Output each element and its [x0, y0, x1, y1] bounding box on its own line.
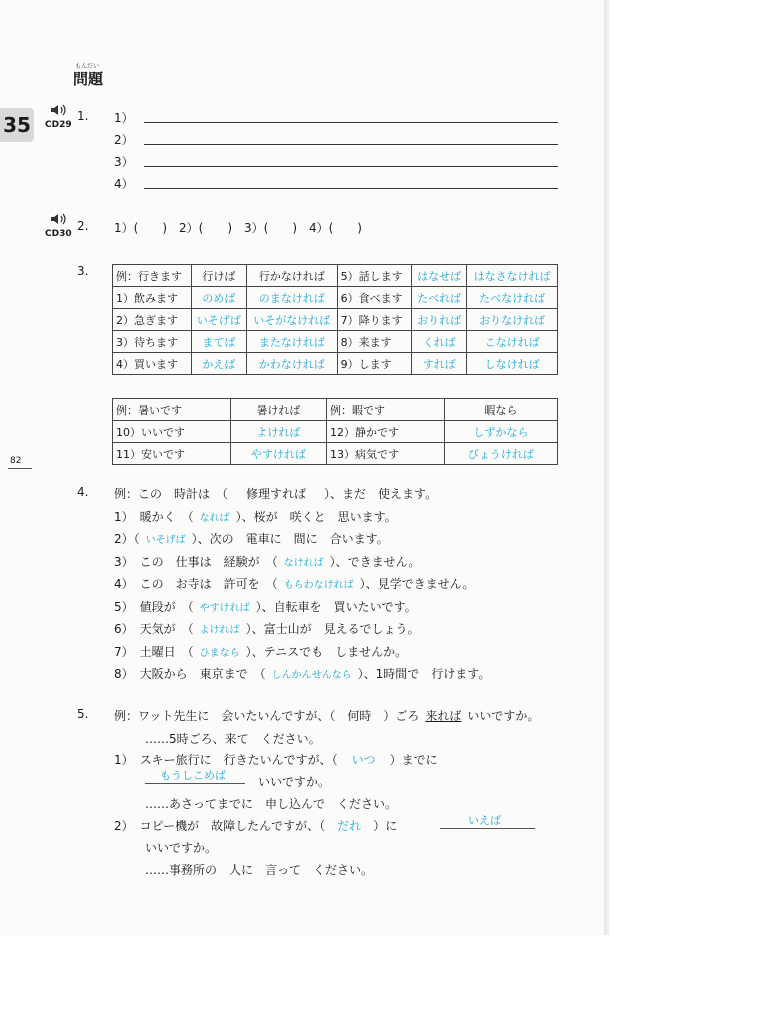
answer-line-label: 4） — [114, 177, 134, 191]
question-number: 3. — [77, 264, 89, 278]
q4-line-tail: ）、桜が 咲くと 思います。 — [235, 509, 397, 524]
table-cell: 7）降ります — [337, 309, 412, 331]
q4-line-answer: よければ — [199, 625, 240, 636]
table-cell: はなさなければ — [467, 265, 558, 287]
table-cell: しずかなら — [444, 421, 557, 443]
q5-item-answer: だれ — [337, 819, 362, 833]
q4-line-text: 例：この 時計は （ — [114, 487, 229, 501]
answer-line — [144, 166, 558, 167]
table-cell: 1）飲みます — [113, 287, 192, 309]
q4-line-tail: ）、自転車を 買いたいです。 — [255, 599, 417, 614]
table-cell: 例：暇です — [326, 399, 444, 421]
q5-item-text: 2） コピー機が 故障したんですが、（ — [114, 819, 326, 833]
table-cell: 9）します — [337, 353, 412, 375]
q4-line-tail: ）、できません。 — [329, 554, 421, 569]
table-cell: やすければ — [230, 443, 326, 465]
q4-line-answer: やすければ — [199, 602, 250, 614]
answer-line-label: 1） — [114, 111, 134, 125]
table-row — [113, 421, 558, 443]
q4-line-answer: いそげば — [145, 535, 186, 546]
q4-line-tail: ）、まだ 使えます。 — [324, 487, 438, 501]
question-number: 1. — [77, 109, 89, 123]
table-cell: しなければ — [467, 353, 558, 375]
table-cell: 4）買います — [113, 353, 192, 375]
table-cell: のめば — [191, 287, 246, 309]
q5-item-reply: ……事務所の 人に 言って ください。 — [145, 863, 374, 877]
q4-line-tail: ）、富士山が 見えるでしょう。 — [245, 622, 420, 636]
page-number-rule — [8, 468, 32, 469]
table-cell: 13）病気です — [326, 443, 444, 465]
lesson-tab: 35 — [0, 108, 34, 142]
q4-line-tail: ）、次の 電車に 間に 合います。 — [191, 532, 389, 546]
q4-line-text: 6） 天気が （ — [114, 622, 194, 636]
table-cell: 5）話します — [337, 265, 412, 287]
table-cell: 例：行きます — [113, 265, 192, 287]
table-cell: たべれば — [412, 287, 467, 309]
table-cell: 行かなければ — [246, 265, 337, 287]
q4-line — [114, 620, 420, 637]
answer-blank — [145, 783, 245, 784]
table-cell: まてば — [191, 331, 246, 353]
speaker-icon[interactable] — [50, 103, 68, 120]
q4-line-answer: もらわなければ — [283, 580, 354, 591]
table-cell: 2）急ぎます — [113, 309, 192, 331]
table-cell: 6）食べます — [337, 287, 412, 309]
q5-item-text: 1） スキー旅行に 行きたいんですが、（ — [114, 753, 338, 767]
q5-item-answer: いえば — [468, 814, 501, 827]
answer-line-label: 2） — [114, 133, 134, 147]
table-row — [113, 399, 558, 421]
table-row — [113, 331, 558, 353]
table-cell: かえば — [191, 353, 246, 375]
table-cell: よければ — [230, 421, 326, 443]
q4-line-tail: ）、テニスでも しませんか。 — [245, 644, 408, 659]
q5-item-tail: ）に — [373, 819, 398, 833]
q4-line-answer: しんかんせんなら — [271, 670, 352, 681]
page-title: 問題 — [73, 70, 104, 88]
answer-line — [144, 188, 558, 189]
q5-example-line — [114, 707, 539, 724]
q4-line — [114, 575, 474, 592]
q4-line-answer: なければ — [283, 557, 324, 569]
question-number: 4. — [77, 485, 89, 499]
q4-line — [114, 643, 407, 660]
q4-line-answer: ひまなら — [199, 647, 240, 659]
table-cell: のまなければ — [246, 287, 337, 309]
question-number: 5. — [77, 707, 89, 721]
q4-line-text: 2）（ — [114, 532, 140, 546]
cd-track-label: CD29 — [45, 120, 72, 130]
table-cell: すれば — [412, 353, 467, 375]
table-cell: 暇なら — [444, 399, 557, 421]
q5-item-answer: もうしこめば — [160, 769, 226, 782]
table-cell: おりれば — [412, 309, 467, 331]
q5-example-reply: ……5時ごろ、来て ください。 — [145, 732, 321, 746]
answer-line-label: 3） — [114, 155, 134, 169]
table-cell: 例：暑いです — [113, 399, 231, 421]
table-cell: またなければ — [246, 331, 337, 353]
table-cell: 11）安いです — [113, 443, 231, 465]
q4-line — [114, 553, 420, 570]
q4-line-text: 3） この 仕事は 経験が （ — [114, 554, 278, 569]
table-row — [113, 309, 558, 331]
table-cell: 10）いいです — [113, 421, 231, 443]
q4-line — [114, 485, 437, 502]
q5-example-tail: いいですか。 — [467, 709, 540, 723]
table-cell: 12）静かです — [326, 421, 444, 443]
table-row — [113, 265, 558, 287]
speaker-icon[interactable] — [50, 212, 68, 229]
question-number: 2. — [77, 219, 89, 233]
table-cell: いそがなければ — [246, 309, 337, 331]
answer-line — [144, 144, 558, 145]
cd-track-label: CD30 — [45, 229, 72, 239]
page-number: 82 — [10, 456, 22, 466]
table-cell: 行けば — [191, 265, 246, 287]
q4-line-answer: なれば — [199, 512, 230, 524]
q2-answer-row: 1）( ) 2）( ) 3）( ) 4）( ) — [114, 221, 362, 235]
table-cell: たべなければ — [467, 287, 558, 309]
q4-line-text: 5） 値段が （ — [114, 599, 194, 614]
q4-line-tail: ）、見学できません。 — [359, 577, 475, 591]
answer-blank — [440, 828, 535, 829]
q4-line-answer: 修理すれば — [234, 487, 319, 501]
conjugation-table — [112, 398, 558, 465]
q4-line — [114, 665, 490, 682]
q5-item-line — [114, 817, 397, 834]
q5-example-text: 例：ワット先生に 会いたいんですが、（ 何時 ）ごろ — [114, 709, 420, 723]
q4-line — [114, 508, 397, 525]
answer-line — [144, 122, 558, 123]
q5-item-answer: いつ — [351, 753, 376, 767]
q4-line — [114, 598, 417, 615]
table-row — [113, 443, 558, 465]
conjugation-table — [112, 264, 558, 375]
q4-line — [114, 530, 389, 547]
table-cell: 暑ければ — [230, 399, 326, 421]
page-edge — [604, 0, 610, 935]
table-cell: 3）待ちます — [113, 331, 192, 353]
q4-line-text: 1） 暖かく （ — [114, 509, 194, 524]
q4-line-text: 8） 大阪から 東京まで （ — [114, 667, 266, 681]
q5-item-line — [114, 751, 438, 768]
q5-item-tail: ）までに — [389, 753, 438, 767]
table-cell: はなせば — [412, 265, 467, 287]
q5-item-tail: いいですか。 — [145, 841, 218, 855]
q4-line-tail: ）、1時間で 行けます。 — [357, 667, 491, 681]
table-cell: くれば — [412, 331, 467, 353]
table-cell: 8）来ます — [337, 331, 412, 353]
q5-example-answer: 来れば — [425, 709, 462, 723]
q5-item-reply: ……あさってまでに 申し込んで ください。 — [145, 797, 398, 811]
title-ruby: もんだい — [75, 63, 100, 70]
table-cell: かわなければ — [246, 353, 337, 375]
table-row — [113, 287, 558, 309]
table-cell: びょうければ — [444, 443, 557, 465]
table-cell: いそげば — [191, 309, 246, 331]
q4-line-text: 4） この お寺は 許可を （ — [114, 577, 278, 591]
table-cell: おりなければ — [467, 309, 558, 331]
table-cell: こなければ — [467, 331, 558, 353]
q5-item-tail: いいですか。 — [258, 775, 331, 789]
table-row — [113, 353, 558, 375]
q4-line-text: 7） 土曜日 （ — [114, 644, 194, 659]
